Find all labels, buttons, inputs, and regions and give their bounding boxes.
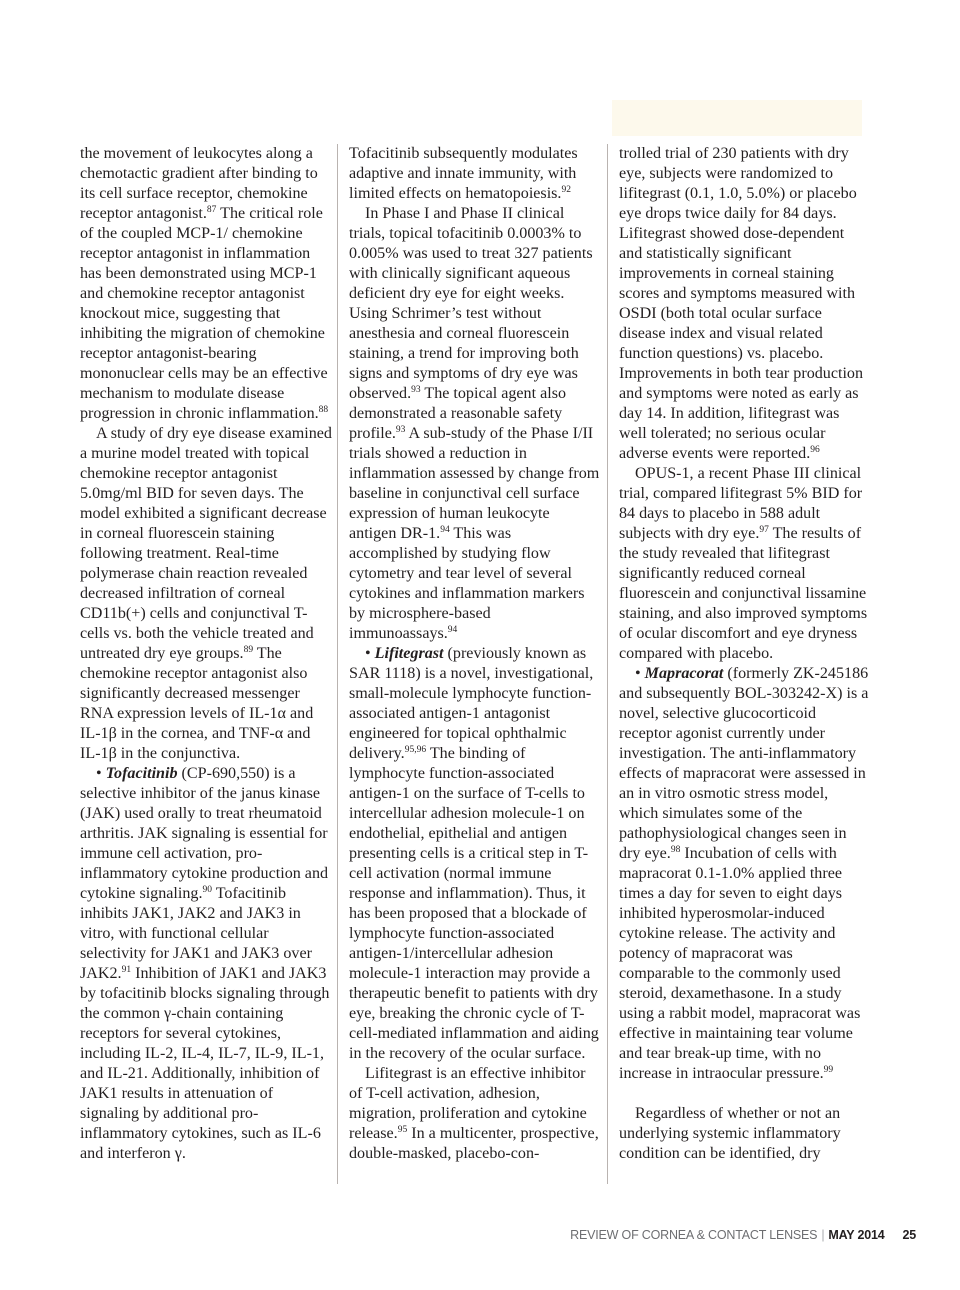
reference-number: 91 [121,965,132,975]
text-run: In Phase I and Phase II clinical trials, topical tofacitinib 0.0003% to 0.005% was used to treat 327 patients with clinically significant aqueous deficient dry eye for eight weeks. Using Schrimer’s test without anesthesia and corneal fluorescein staining, a trend for improving both signs and symptoms of dry eye was observed. [349,205,593,402]
reference-number: 93 [411,385,421,395]
text-run: A study of dry eye disease examined a murine model treated with topical chemokine receptor antagonist 5.0mg/ml BID for seven days. The model exhibited a significant decrease in corneal fluorescein staining following treatment. Real-time polymerase chain reaction revealed decreased infiltration of corneal CD11b(+) cells and conjunctival T-cells vs. both the vehicle treated and untreated dry eye groups. [80,425,332,662]
text-run: (formerly ZK-245186 and subsequently BOL-303242-X) is a novel, selective glucocorticoid receptor agonist currently under investigation. The anti-inflammatory effects of mapracorat were assessed in an in vitro osmotic stress model, which simulates some of the pathophysiological changes seen in dry eye. [619,665,869,862]
reference-number: 89 [243,645,254,655]
drug-name: Tofacitinib [105,765,178,782]
paragraph [619,664,871,1084]
text-run: The binding of lymphocyte function-associated antigen-1 on the surface of T-cells to intercellular adhesion molecule-1 on endothelial, epithelial and antigen presenting cells is a critical step in T-cell activation (normal immune response and inflammation). Thus, it has been proposed that a blockade of lymphocyte function-associated antigen-1/intercellular adhesion molecule-1 interaction may provide a therapeutic benefit to patients with dry eye, breaking the chronic cycle of T-cell-mediated inflammation and aiding in the recovery of the ocular surface. [349,745,599,1062]
text-run: Tofacitinib subsequently modulates adaptive and innate immunity, with limited effects on hematopoiesis. [349,145,578,202]
paragraph [80,144,332,424]
text-run: trolled trial of 230 patients with dry eye, subjects were randomized to lifitegrast (0.1, 1.0, 5.0%) or placebo eye drops twice daily for 84 days. Lifitegrast showed dose-dependent and statistically significant improvements in corneal staining scores and symptoms measured with OSDI (both total ocular surface disease index and visual related function questions) vs. placebo. Improvements in both tear production and symptoms were noted as early as day 14. In addition, lifitegrast was well tolerated; no serious ocular adverse events were reported. [619,145,864,462]
reference-number: 99 [823,1065,834,1075]
page-number: 25 [902,1228,916,1242]
column-divider [337,144,338,1184]
paragraph [619,144,871,464]
footer-separator: | [821,1228,825,1242]
text-run: the movement of leukocytes along a chemotactic gradient after binding to its cell surface receptor, chemokine receptor antagonist. [80,145,318,222]
reference-number: 95 [397,1125,408,1135]
text-run: Incubation of cells with mapracorat 0.1-1.0% applied three times a day for seven to eight days inhibited hyperosmolar-induced cytokine release. The activity and potency of mapracorat was comparable to the commonly used steroid, dexamethasone. In a study using a rabbit model, mapracorat was effective in maintaining tear volume and tear break-up time, with no increase in intraocular pressure. [619,845,861,1082]
paragraph [349,644,601,1064]
text-run: Lifitegrast is an effective inhibitor of T-cell activation, adhesion, migration, proliferation and cytokine release. [349,1065,587,1142]
paragraph [619,1104,871,1164]
paragraph [349,1064,601,1164]
paragraph [349,204,601,644]
column-divider [607,144,608,1184]
reference-number: 92 [561,185,571,195]
text-column-2 [349,144,601,1164]
journal-name: REVIEW OF CORNEA & CONTACT LENSES [570,1228,818,1242]
paragraph [619,464,871,664]
reference-number: 97 [759,525,769,535]
text-run: OPUS-1, a recent Phase III clinical trial, compared lifitegrast 5% BID for 84 days to placebo in 588 adult subjects with dry eye. [619,465,863,542]
text-run: Inhibition of JAK1 and JAK3 by tofacitinib blocks signaling through the common γ-chain containing receptors for several cytokines, including IL-2, IL-4, IL-7, IL-9, IL-1, and IL-21. Additionally, inhibition of JAK1 results in attenuation of signaling by additional pro-inflammatory cytokines, such as IL-6 and interferon γ. [80,965,330,1162]
text-run: Tofacitinib inhibits JAK1, JAK2 and JAK3 in vitro, with functional cellular selectivity for JAK1 and JAK3 over JAK2. [80,885,312,982]
text-column-3 [619,144,871,1164]
text-run: • [96,765,106,782]
text-run: A sub-study of the Phase I/II trials showed a reduction in inflammation assessed by change from baseline in conjunctival cell surface expression of human leukocyte antigen DR-1. [349,425,600,542]
page-footer [570,1228,916,1242]
header-tint [612,100,862,136]
text-run: Regardless of whether or not an underlying systemic inflammatory condition can be identified, dry [619,1105,841,1162]
text-run: The chemokine receptor antagonist also significantly decreased messenger RNA expression levels of IL-1α and IL-1β in the cornea, and TNF-α and IL-1β in the conjunctiva. [80,645,314,762]
reference-number: 88 [318,405,329,415]
text-run: The topical agent also demonstrated a reasonable safety profile. [349,385,567,442]
text-run: • [635,665,645,682]
text-run: In a multicenter, prospective, double-masked, placebo-con- [349,1125,599,1162]
issue-date: MAY 2014 [828,1228,885,1242]
text-run: (CP-690,550) is a selective inhibitor of the janus kinase (JAK) used orally to treat rheumatoid arthritis. JAK signaling is essential for immune cell activation, pro-inflammatory cytokine production and cytokine signaling. [80,765,329,902]
reference-number: 90 [202,885,212,895]
drug-name: Lifitegrast [374,645,444,662]
reference-number: 94 [447,625,458,635]
reference-number: 98 [670,845,681,855]
text-run: This was accomplished by studying flow cytometry and tear level of several cytokines and inflammation markers by microsphere-based immunoassays. [349,525,585,642]
reference-number: 94 [440,525,450,535]
drug-name: Mapracorat [644,665,724,682]
text-run: (previously known as SAR 1118) is a novel, investigational, small-molecule lymphocyte function-associated antigen-1 antagonist engineered for topical ophthalmic delivery. [349,645,594,762]
text-column-1 [80,144,332,1164]
paragraph [349,144,601,204]
reference-number: 87 [206,205,217,215]
text-run: • [365,645,375,662]
text-run: The results of the study revealed that lifitegrast significantly reduced corneal fluorescein and conjunctival lissamine staining, and also improved symptoms of ocular discomfort and eye dryness compared with placebo. [619,525,868,662]
paragraph [80,424,332,764]
paragraph [80,764,332,1164]
text-run: The critical role of the coupled MCP-1/ chemokine receptor antagonist in inflammation has been demonstrated using MCP-1 and chemokine receptor antagonist knockout mice, suggesting that inhibiting the migration of chemokine receptor antagonist-bearing mononuclear cells may be an effective mechanism to modulate disease progression in chronic inflammation. [80,205,328,422]
reference-number: 96 [810,445,820,455]
reference-number: 93 [395,425,406,435]
reference-number: 95,96 [404,745,427,755]
